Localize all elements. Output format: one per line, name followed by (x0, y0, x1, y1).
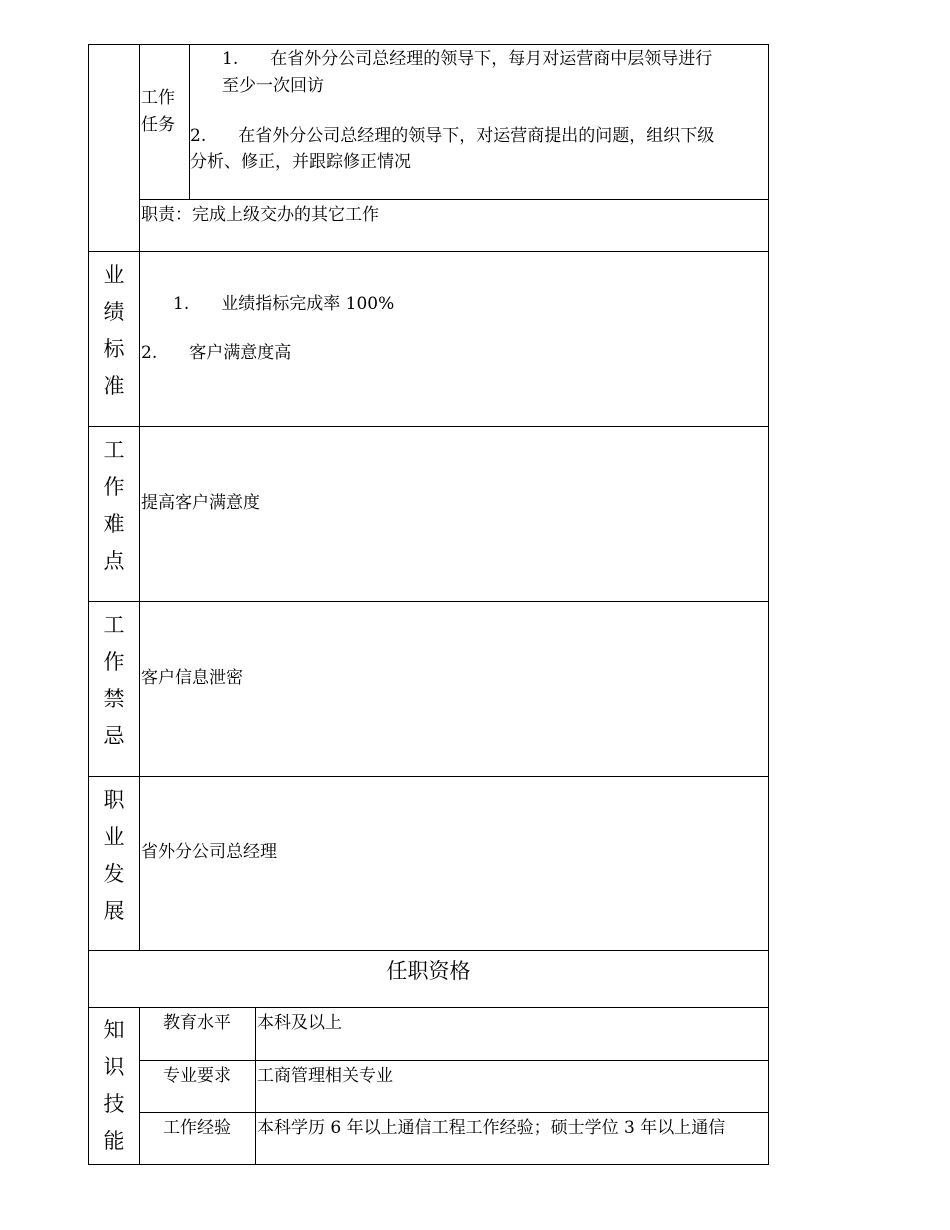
knowledge-label-char-1: 知 (103, 1018, 125, 1042)
knowledge-skills-label (88, 1012, 140, 1160)
taboo-label (88, 607, 140, 755)
performance-label-char-2: 绩 (103, 300, 125, 324)
task-item-1-text: 在省外分公司总经理的领导下，每月对运营商中层领导进行 (270, 49, 713, 69)
duty-block-bottom-border (88, 251, 769, 252)
performance-item-2-number: 2. (141, 343, 158, 363)
performance-item-1-text: 业绩指标完成率 100% (221, 294, 395, 314)
performance-bottom-border (88, 426, 769, 427)
performance-label-char-3: 标 (103, 337, 125, 361)
taboo-bottom-border (88, 776, 769, 777)
difficulty-label-char-4: 点 (103, 549, 125, 573)
performance-item-2 (141, 340, 291, 366)
task-label-line-1: 工作 (141, 88, 175, 108)
knowledge-label-char-4: 能 (103, 1129, 125, 1153)
education-row-bottom-border (139, 1060, 769, 1061)
difficulty-label-char-3: 难 (103, 512, 125, 536)
task-label-line-2: 任务 (141, 115, 175, 135)
task-item-1-number: 1. (222, 49, 239, 69)
table-left-border (88, 44, 89, 1165)
career-bottom-border (88, 950, 769, 951)
difficulty-text: 提高客户满意度 (141, 493, 260, 513)
table-right-border (768, 44, 769, 1165)
education-key: 教育水平 (163, 1013, 231, 1033)
difficulty-label (88, 432, 140, 580)
qualification-title: 任职资格 (386, 959, 471, 983)
table-top-border (88, 44, 769, 45)
task-label (141, 85, 175, 139)
performance-label-char-4: 准 (103, 374, 125, 398)
difficulty-label-char-2: 作 (103, 475, 125, 499)
taboo-label-char-4: 忌 (103, 724, 125, 748)
experience-value: 本科学历 6 年以上通信工程工作经验；硕士学位 3 年以上通信 (257, 1118, 726, 1138)
career-label-char-3: 发 (103, 862, 125, 886)
performance-item-2-text: 客户满意度高 (189, 343, 292, 363)
qualification-title-bottom-border (88, 1007, 769, 1008)
table-bottom-border (88, 1164, 769, 1165)
performance-item-1-number: 1. (173, 294, 190, 314)
major-key: 专业要求 (163, 1066, 231, 1086)
career-label-char-4: 展 (103, 899, 125, 923)
task-item-2-number: 2. (190, 126, 207, 146)
education-value: 本科及以上 (257, 1013, 342, 1033)
difficulty-bottom-border (88, 601, 769, 602)
responsibility-text: 职责：完成上级交办的其它工作 (141, 205, 379, 225)
taboo-label-char-2: 作 (103, 650, 125, 674)
taboo-text: 客户信息泄密 (141, 668, 243, 688)
knowledge-label-char-3: 技 (103, 1092, 125, 1116)
task-row-bottom-border (139, 199, 769, 200)
career-label-char-1: 职 (103, 788, 125, 812)
career-label (88, 782, 140, 930)
career-text: 省外分公司总经理 (141, 842, 277, 862)
task-item-2 (190, 123, 714, 149)
taboo-label-char-1: 工 (103, 613, 125, 637)
task-item-2-text: 在省外分公司总经理的领导下，对运营商提出的问题，组织下级 (238, 126, 715, 146)
performance-item-1 (173, 291, 394, 317)
difficulty-label-char-1: 工 (103, 438, 125, 462)
task-label-divider (189, 44, 190, 200)
performance-label-char-1: 业 (103, 263, 125, 287)
major-value: 工商管理相关专业 (257, 1066, 393, 1086)
taboo-label-char-3: 禁 (103, 687, 125, 711)
task-item-2-continuation: 分析、修正，并跟踪修正情况 (190, 152, 411, 172)
knowledge-label-char-2: 识 (103, 1055, 125, 1079)
career-label-char-2: 业 (103, 825, 125, 849)
experience-key: 工作经验 (163, 1118, 231, 1138)
major-row-bottom-border (139, 1112, 769, 1113)
task-item-1-continuation: 至少一次回访 (222, 76, 324, 96)
qualification-key-divider (255, 1007, 256, 1165)
performance-label (88, 257, 140, 405)
task-item-1 (222, 46, 712, 72)
